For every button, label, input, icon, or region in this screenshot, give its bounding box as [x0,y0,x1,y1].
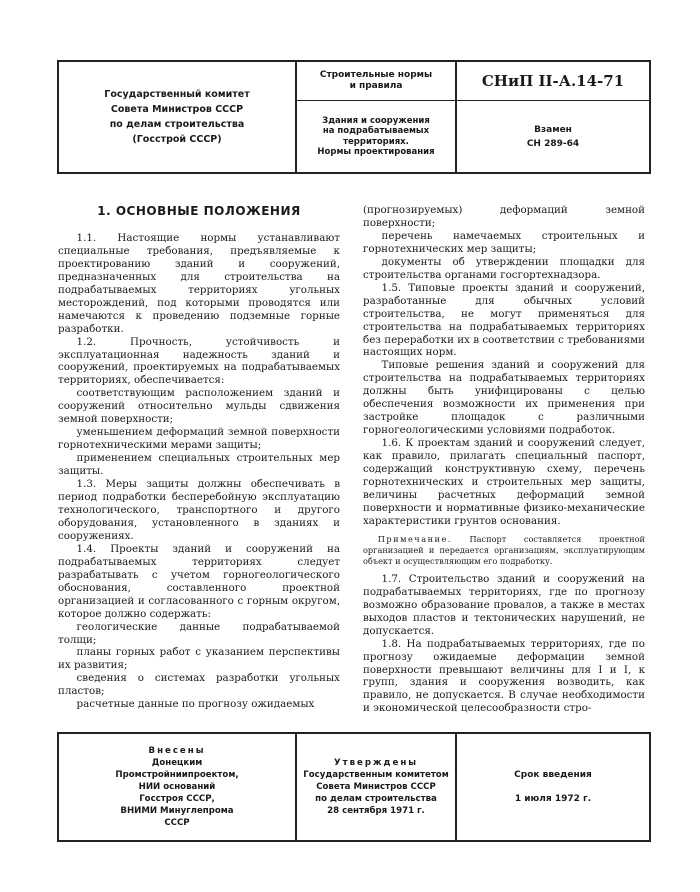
paragraph: документы об утверждении площадки для строительства органами госгортехнадзора. [363,255,645,281]
paragraph: геологические данные подрабатываемой толщи; [58,620,340,646]
paragraph: планы горных работ с указанием перспективы их развития; [58,646,340,672]
effective-label: Срок введения [514,770,592,780]
footer-box [57,732,651,842]
effective-cell [457,734,649,840]
introduced-cell [59,734,297,840]
approved-line: Государственным комитетом [303,770,449,780]
note-label: Примечание. [377,533,452,544]
paragraph: перечень намечаемых строительных и горнотехнических мер защиты; [363,229,645,255]
paragraph: уменьшением деформаций земной поверхности горнотехническими мерами защиты; [58,426,340,452]
paragraph: Типовые решения зданий и сооружений для строительства на подрабатываемых территориях должны быть унифицированы с целью обеспечения возможности их применения при застройке площадок с различными горногеологическими условиями подработок. [363,359,645,437]
approved-line: по делам строительства [315,794,437,804]
introduced-line: СССР [164,818,190,828]
introduced-line: ВНИМИ Минуглепрома [120,806,234,816]
section-title: 1. ОСНОВНЫЕ ПОЛОЖЕНИЯ [97,204,301,218]
subject-line: Здания и сооружения [322,115,430,126]
approved-line: 28 сентября 1971 г. [327,806,425,816]
introduced-line: Донецким [151,758,203,768]
paragraph: сведения о системах разработки угольных пластов; [58,672,340,698]
note-text: Паспорт составляется проектной организацией и передается организациям, эксплуатирующим объект и осуществляющим его подработку. [363,533,645,566]
header-box [57,60,651,174]
paragraph: 1.7. Строительство зданий и сооружений на подрабатываемых территориях, где по прогнозу возможно образование провалов, а также в местах выходов пластов и тектонических нарушений, не допускается. [363,572,645,637]
paragraph: 1.6. К проектам зданий и сооружений следует, как правило, прилагать специальный паспорт, содержащий конструктивную схему, перечень горнотехнических и строительных мер защиты, величины расчетных деформаций земной поверхности и нормативные физико-механические характеристики грунтов основания. [363,437,645,527]
paragraph: 1.1. Настоящие нормы устанавливают специальные требования, предъявляемые к проектированию зданий и сооружений, предназначенных для строительства на подрабатываемых территориях угольных месторождений, под которыми проводятся или намечаются к проведению подземные горные разработки. [58,231,340,335]
paragraph: 1.4. Проекты зданий и сооружений на подрабатываемых территориях следует разрабатывать с учетом горногеологического обоснования, составленного проектной организацией и согласованного с горным округом, которое должно содержать: [58,542,340,620]
subject-line: территориях. [343,136,409,147]
subject-line: на подрабатываемых [322,126,430,136]
introduced-label: Внесены [148,746,206,756]
document-code: СНиП II-А.14-71 [457,62,649,101]
approved-line: Совета Министров СССР [316,782,436,792]
approved-cell [297,734,457,840]
effective-date: 1 июля 1972 г. [514,794,592,804]
paragraph: применением специальных строительных мер защиты. [58,452,340,478]
document-subject [317,101,434,172]
agency-line: Государственный комитет [104,89,250,100]
code-cell [457,62,649,172]
paragraph: (прогнозируемых) деформаций земной поверхности; [363,204,645,229]
agency-line: по делам строительства [109,119,245,130]
introduced-line: Промстройниипроектом, [115,770,239,780]
paragraph: 1.5. Типовые проекты зданий и сооружений, разработанные для обычных условий строительства, не могут применяться для строительства на подрабатываемых территориях без переработки их в соответствии с требованиями настоящих норм. [363,281,645,359]
norms-title-line: и правила [349,81,403,91]
introduced-line: Госстроя СССР, [139,794,215,804]
note [363,534,645,567]
agency-line: Совета Министров СССР [110,104,244,115]
agency-cell [59,62,297,172]
replaces-block [527,101,579,172]
norms-title-line: Строительные нормы [319,70,433,80]
replaces-label: Взамен [534,124,572,135]
approved-label: Утверждены [333,758,419,768]
subject-line: Нормы проектирования [317,147,435,157]
right-column [363,204,645,715]
left-column [58,205,340,711]
paragraph: 1.8. На подрабатываемых территориях, где по прогнозу ожидаемые деформации земной поверхности превышают величины для I и I, к групп, здания и сооружения возводить, как правило, не допускается. В случае необходимости и экономической целесообразности стро- [363,637,645,715]
paragraph: 1.3. Меры защиты должны обеспечивать в период подработки бесперебойную эксплуатацию технологического, транспортного и другого оборудования, установленного в зданиях и сооружениях. [58,478,340,542]
introduced-line: НИИ оснований [138,782,216,792]
paragraph: 1.2. Прочность, устойчивость и эксплуатационная надежность зданий и сооружений, проектируемых на подрабатываемых территориях, обеспечивается: [58,335,340,387]
norms-cell [297,62,457,172]
agency-line: (Госстрой СССР) [132,134,222,145]
paragraph: расчетные данные по прогнозу ожидаемых [76,698,315,711]
paragraph: соответствующим расположением зданий и сооружений относительно мульды сдвижения земной поверхности; [58,387,340,426]
replaces-code: СН 289-64 [526,138,580,149]
norms-title [297,62,455,101]
